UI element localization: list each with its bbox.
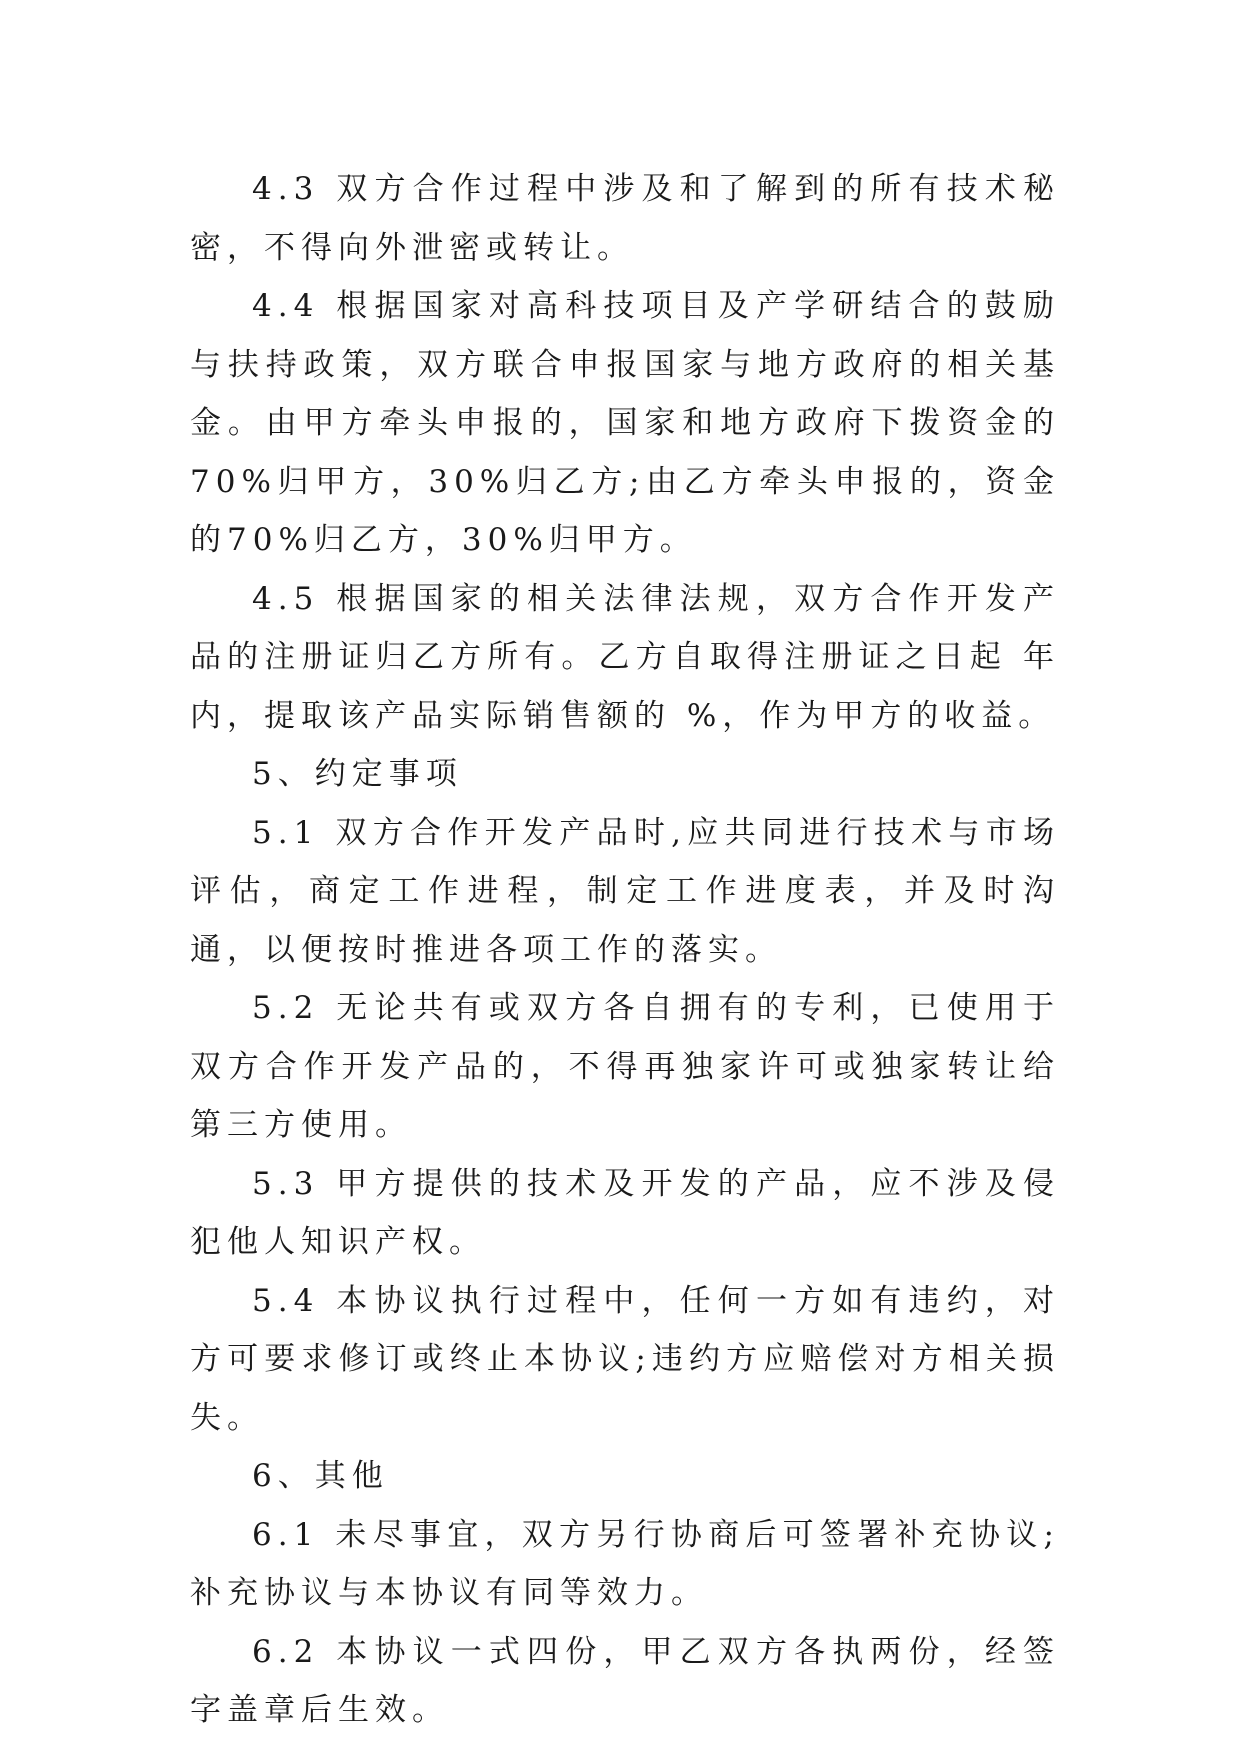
clause-5-1: 5.1 双方合作开发产品时,应共同进行技术与市场评估，商定工作进程，制定工作进度表，并及时沟通，以便按时推进各项工作的落实。 <box>190 814 1060 968</box>
document-body <box>190 160 1060 1740</box>
clause-4-3: 4.3 双方合作过程中涉及和了解到的所有技术秘密，不得向外泄密或转让。 <box>190 171 1060 266</box>
clause-5-4: 5.4 本协议执行过程中，任何一方如有违约，对方可要求修订或终止本协议;违约方应赔偿对方相关损失。 <box>190 1282 1060 1436</box>
clause-5-2: 5.2 无论共有或双方各自拥有的专利，已使用于双方合作开发产品的，不得再独家许可或独家转让给第三方使用。 <box>190 990 1060 1143</box>
clause-4-5: 4.5 根据国家的相关法律法规，双方合作开发产品的注册证归乙方所有。乙方自取得注册证之日起 年内，提取该产品实际销售额的 %，作为甲方的收益。 <box>190 580 1060 734</box>
clause-5-3: 5.3 甲方提供的技术及开发的产品，应不涉及侵犯他人知识产权。 <box>190 1165 1060 1260</box>
clause-6-2: 6.2 本协议一式四份，甲乙双方各执两份，经签字盖章后生效。 <box>190 1633 1060 1728</box>
clause-6-1: 6.1 未尽事宜，双方另行协商后可签署补充协议;补充协议与本协议有同等效力。 <box>190 1516 1060 1611</box>
section-heading-5: 5、约定事项 <box>252 756 463 792</box>
section-heading-6: 6、其他 <box>252 1458 389 1494</box>
clause-4-4: 4.4 根据国家对高科技项目及产学研结合的鼓励与扶持政策，双方联合申报国家与地方政府的相关基金。由甲方牵头申报的，国家和地方政府下拨资金的70%归甲方，30%归乙方;由乙方牵头申报的，资金的70%归乙方，30%归甲方。 <box>190 288 1060 558</box>
